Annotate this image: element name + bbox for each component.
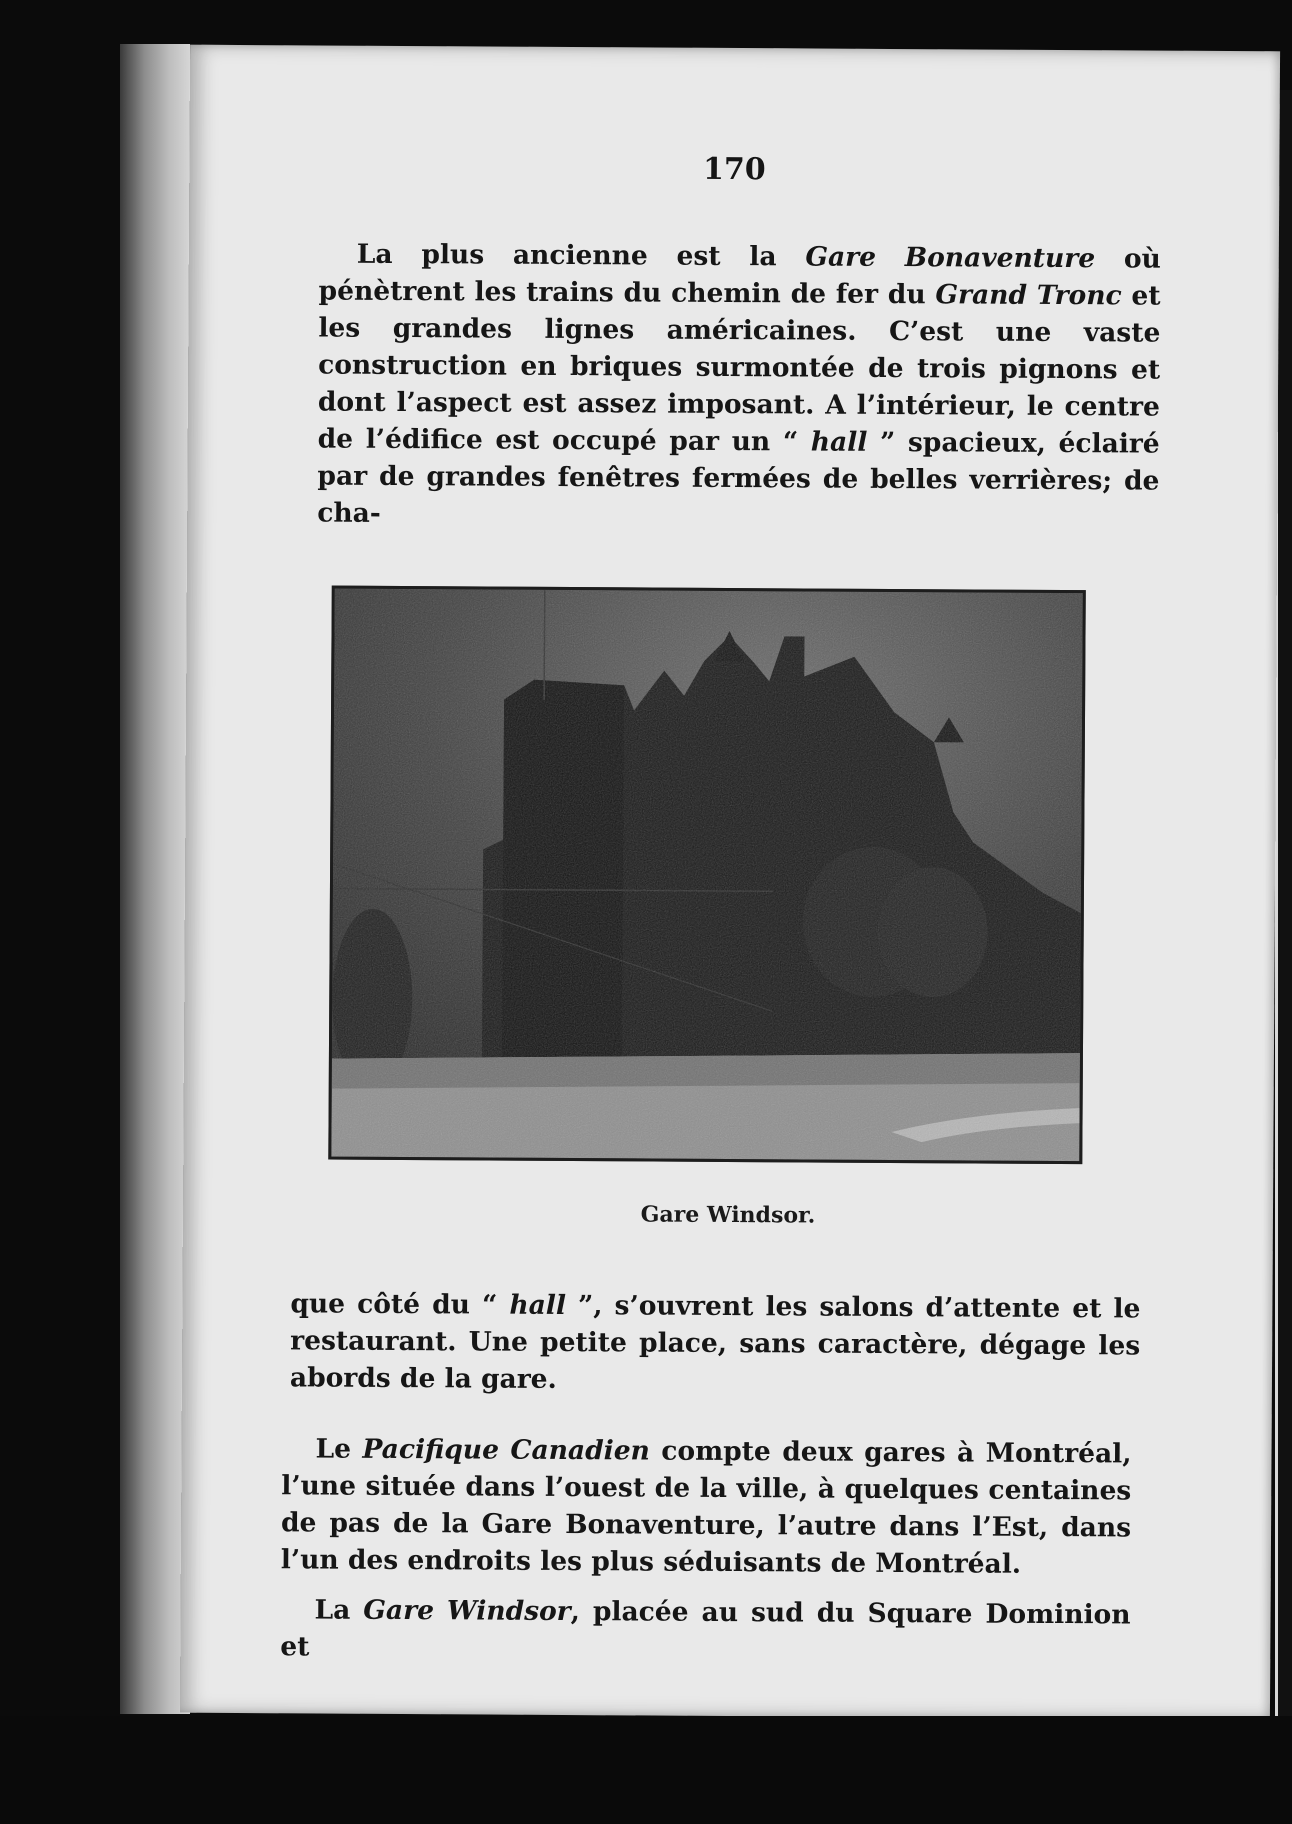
scan-bottom-border bbox=[0, 1716, 1292, 1824]
text-run: Le bbox=[315, 1433, 363, 1465]
book-spine bbox=[120, 44, 190, 1714]
italic-text: Gare Bonaventure bbox=[805, 241, 1096, 275]
italic-text: Gare Windsor bbox=[363, 1594, 571, 1628]
text-run: , placée au sud du Square Dominion et bbox=[280, 1596, 1131, 1663]
photo-image bbox=[331, 589, 1082, 1162]
photo-gare-windsor bbox=[328, 586, 1085, 1165]
page-number: 170 bbox=[702, 151, 766, 188]
paragraph-4 bbox=[280, 1591, 1130, 1670]
italic-text: hall bbox=[810, 426, 868, 458]
text-run: compte deux gares à Montréal, l’une située dans l’ouest de la ville, à quelques centaines de pas de la Gare Bonaventure, l’autre dans l’Est, dans l’un des endroits les plus séduisants de Montréal. bbox=[280, 1435, 1132, 1580]
paragraph-2 bbox=[290, 1285, 1141, 1401]
photo-caption: Gare Windsor. bbox=[640, 1201, 816, 1229]
text-run: que côté du “ bbox=[290, 1288, 510, 1321]
text-run: où pénètrent les trains du chemin de fer du bbox=[318, 243, 1161, 311]
text-run: La bbox=[314, 1594, 364, 1626]
text-run: et les grandes lignes américaines. C’est une vaste construction en briques surmontée de trois pignons et dont l’aspect est assez imposant. A l’intérieur, le centre de l’édifice est occupé par un “ bbox=[317, 280, 1161, 458]
paragraph-3 bbox=[281, 1430, 1132, 1583]
book-page bbox=[180, 45, 1280, 1720]
paragraph-1 bbox=[317, 235, 1161, 536]
italic-text: Grand Tronc bbox=[935, 279, 1122, 312]
text-run: ”, s’ouvrent les salons d’attente et le restaurant. Une petite place, sans caractère, dégage les abords de la gare. bbox=[289, 1290, 1141, 1395]
text-run: La plus ancienne est la bbox=[356, 238, 806, 273]
text-run: ” spacieux, éclairé par de grandes fenêtres fermées de belles verrières; de cha- bbox=[317, 426, 1160, 529]
italic-text: hall bbox=[509, 1289, 567, 1322]
italic-text: Pacifique Canadien bbox=[362, 1433, 650, 1467]
